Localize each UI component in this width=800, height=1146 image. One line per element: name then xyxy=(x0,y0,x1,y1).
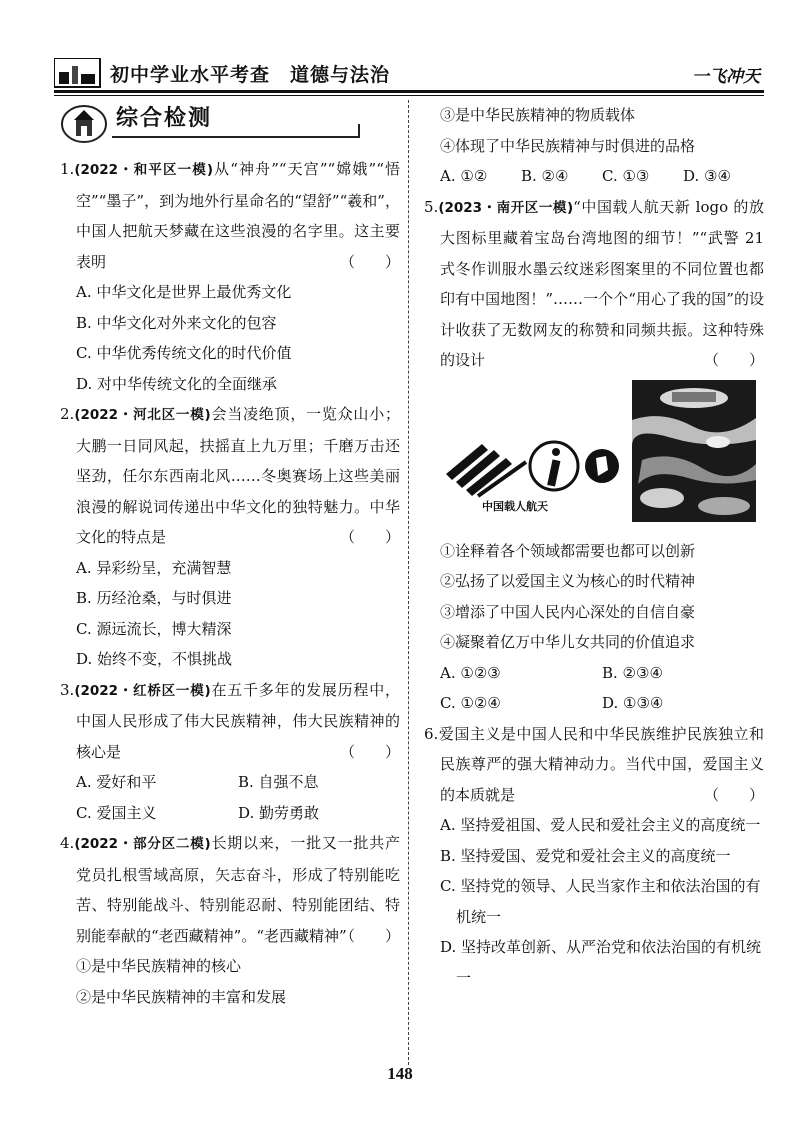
option[interactable]: B. ②④ xyxy=(521,167,569,185)
header-logo xyxy=(54,58,102,88)
statement-item: ④体现了中华民族精神与时俱进的品格 xyxy=(440,136,696,155)
statement-item: ④凝聚着亿万中华儿女共同的价值追求 xyxy=(440,633,696,651)
page-header xyxy=(44,52,764,92)
section-underline xyxy=(112,136,360,138)
question-number: 1. xyxy=(60,160,75,178)
option[interactable]: A. 坚持爱祖国、爱人民和爱社会主义的高度统一 xyxy=(440,816,761,834)
question-stem xyxy=(60,399,400,553)
question-text: 爱国主义是中国人民和中华民族维护民族独立和民族尊严的强大精神动力。当代中国，爱国主义的本质就是 xyxy=(438,724,764,804)
question-stem xyxy=(60,154,400,277)
option[interactable]: B. ②③④ xyxy=(602,663,663,682)
option[interactable]: A. ①② xyxy=(440,167,488,185)
option[interactable]: C. 坚持党的领导、人民当家作主和依法治国的有机统一 xyxy=(440,877,761,926)
option[interactable]: B. 中华文化对外来文化的包容 xyxy=(76,313,277,332)
option-row xyxy=(60,767,400,798)
logo-caption: 中国载人航天 xyxy=(482,499,548,513)
question-text: 长期以来，一批又一批共产党员扎根雪域高原，矢志奋斗，形成了特别能吃苦、特别能战斗、特别能忍耐、特别能团结、特别能奉献的“老西藏精神”。“老西藏精神” xyxy=(76,834,400,945)
question-source: (2022・红桥区一模) xyxy=(74,682,211,699)
answer-blank[interactable]: （ ） xyxy=(339,528,400,546)
page-number: 148 xyxy=(387,1064,413,1083)
option[interactable]: C. 爱国主义 xyxy=(76,803,157,822)
question-figure xyxy=(424,380,764,530)
option[interactable]: C. ①③ xyxy=(602,167,650,185)
question-number: 4. xyxy=(60,834,75,852)
option[interactable]: D. 始终不变，不惧挑战 xyxy=(76,650,233,668)
header-title: 初中学业水平考查 道德与法治 xyxy=(110,64,391,86)
header-rule-thin xyxy=(54,95,764,96)
question-number: 3. xyxy=(60,680,75,699)
question-text: “中国载人航天新 logo 的放大图标里藏着宝岛台湾地图的细节！”“武警 21 式冬作训服水墨云纹迷彩图案里的不同位置也都印有中国地图！”……一个个“用心了我的国”的设计收获了无数网友的称赞和同频共振。这种特殊的设计 xyxy=(440,197,764,369)
option[interactable]: D. 对中华传统文化的全面继承 xyxy=(76,374,278,393)
statement-item: ②是中华民族精神的丰富和发展 xyxy=(76,987,287,1006)
question-5 xyxy=(424,192,764,719)
camouflage-uniform-photo xyxy=(632,380,756,522)
question-source: (2022・部分区二模) xyxy=(74,836,211,852)
option[interactable]: D. ③④ xyxy=(683,167,731,185)
option[interactable]: A. 爱好和平 xyxy=(76,773,157,791)
header-brand: 一飞冲天 xyxy=(692,67,760,87)
question-1 xyxy=(60,154,400,399)
question-stem xyxy=(60,675,400,768)
question-number: 6. xyxy=(424,724,439,743)
option[interactable]: A. 中华文化是世界上最优秀文化 xyxy=(76,283,292,301)
question-6 xyxy=(424,719,764,994)
option[interactable]: C. 源远流长，博大精深 xyxy=(76,619,232,638)
question-2 xyxy=(60,399,400,675)
question-source: (2023・南开区一模) xyxy=(438,199,574,216)
statement-item: ①诠释着各个领域都需要也都可以创新 xyxy=(440,541,696,560)
option[interactable]: B. 坚持爱国、爱党和爱社会主义的高度统一 xyxy=(440,846,731,865)
question-text: 从“神舟”“天宫”“嫦娥”“悟空”“墨子”，到为地外行星命名的“望舒”“羲和”，中国人把航天梦藏在这些浪漫的名字里。这主要表明 xyxy=(76,160,400,271)
answer-blank[interactable]: （ ） xyxy=(703,351,764,369)
question-text: 会当凌绝顶，一览众山小；大鹏一日同风起，扶摇直上九万里；千磨万击还坚劲，任尔东西南北风……冬奥赛场上这些美丽浪漫的解说词传递出中华文化的独特魅力。中华文化的特点是 xyxy=(76,405,400,546)
section-underline-tick xyxy=(358,124,360,138)
option[interactable]: C. ①②④ xyxy=(440,694,501,712)
section-header xyxy=(60,100,400,146)
option[interactable]: B. 历经沧桑，与时俱进 xyxy=(76,589,232,607)
question-stem xyxy=(424,719,764,811)
question-3 xyxy=(60,675,400,829)
header-rule xyxy=(54,90,764,93)
question-stem xyxy=(60,828,400,951)
option[interactable]: A. 异彩纷呈，充满智慧 xyxy=(76,558,232,577)
answer-blank[interactable]: （ ） xyxy=(703,785,764,804)
column-divider xyxy=(408,100,409,1065)
answer-blank[interactable]: （ ） xyxy=(339,926,400,945)
question-number: 5. xyxy=(424,197,439,216)
statement-item: ②弘扬了以爱国主义为核心的时代精神 xyxy=(440,572,696,590)
question-stem xyxy=(424,192,764,376)
statement-item: ③增添了中国人民内心深处的自信自豪 xyxy=(440,602,696,621)
right-column xyxy=(424,100,764,993)
question-text: 在五千多年的发展历程中，中国人民形成了伟大民族精神，伟大民族精神的核心是 xyxy=(76,680,400,761)
answer-blank[interactable]: （ ） xyxy=(339,742,400,761)
question-source: (2022・河北区一模) xyxy=(74,407,211,423)
option-row xyxy=(424,688,764,719)
question-number: 2. xyxy=(60,405,75,423)
option[interactable]: A. ①②③ xyxy=(440,663,501,682)
option-row xyxy=(424,161,764,192)
question-source: (2022・和平区一模) xyxy=(74,162,213,178)
option-row xyxy=(424,658,764,689)
option[interactable]: D. ①③④ xyxy=(602,694,664,712)
space-logo xyxy=(442,436,622,527)
statement-item: ①是中华民族精神的核心 xyxy=(76,957,242,975)
answer-blank[interactable]: （ ） xyxy=(339,252,400,271)
option-row xyxy=(60,798,400,829)
option[interactable]: B. 自强不息 xyxy=(238,773,319,791)
option[interactable]: D. 勤劳勇敢 xyxy=(238,803,320,822)
left-column xyxy=(60,100,400,1012)
statement-item: ③是中华民族精神的物质载体 xyxy=(440,106,636,124)
building-icon xyxy=(60,104,108,155)
option[interactable]: D. 坚持改革创新、从严治党和依法治国的有机统一 xyxy=(440,938,762,987)
section-title: 综合检测 xyxy=(116,106,213,131)
option[interactable]: C. 中华优秀传统文化的时代价值 xyxy=(76,344,292,362)
question-4 xyxy=(60,828,400,1012)
